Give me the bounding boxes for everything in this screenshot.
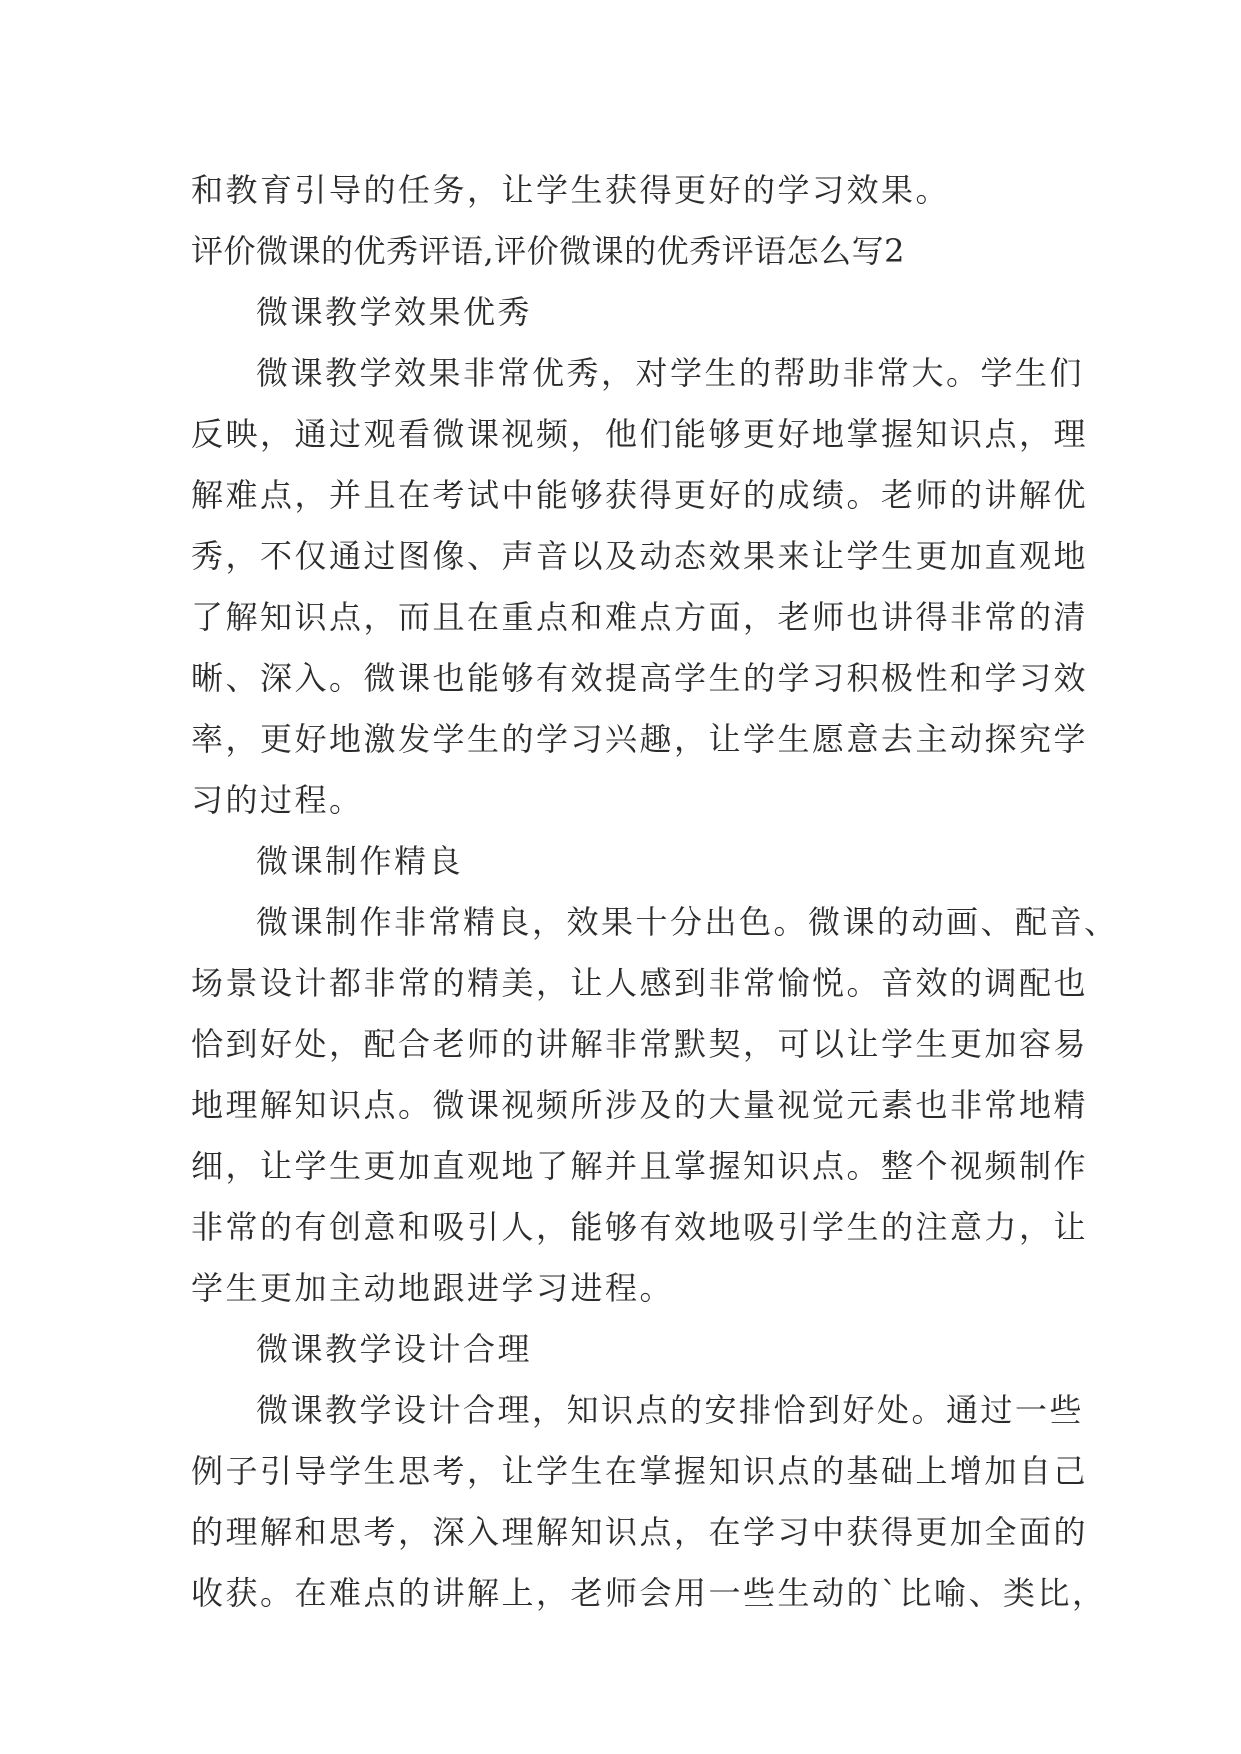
body-line: 和教育引导的任务，让学生获得更好的学习效果。 xyxy=(191,171,951,209)
subheading: 微课教学效果优秀 xyxy=(256,293,533,331)
body-line: 习的过程。 xyxy=(191,781,364,819)
body-line: 恰到好处，配合老师的讲解非常默契，可以让学生更加容易 xyxy=(191,1025,1089,1063)
body-line: 非常的有创意和吸引人，能够有效地吸引学生的注意力，让 xyxy=(191,1208,1089,1246)
body-line: 学生更加主动地跟进学习进程。 xyxy=(191,1269,675,1307)
body-line: 反映，通过观看微课视频，他们能够更好地掌握知识点，理 xyxy=(191,415,1089,453)
body-line: 微课教学设计合理，知识点的安排恰到好处。通过一些 xyxy=(256,1391,1085,1429)
body-line: 的理解和思考，深入理解知识点，在学习中获得更加全面的 xyxy=(191,1513,1089,1551)
body-line: 场景设计都非常的精美，让人感到非常愉悦。音效的调配也 xyxy=(191,964,1089,1002)
document-body xyxy=(191,160,1119,1624)
body-line: 收获。在难点的讲解上，老师会用一些生动的`比喻、类比， xyxy=(191,1574,1107,1612)
body-line: 微课教学效果非常优秀，对学生的帮助非常大。学生们 xyxy=(256,354,1085,392)
body-line: 率，更好地激发学生的学习兴趣，让学生愿意去主动探究学 xyxy=(191,720,1089,758)
body-line: 晰、深入。微课也能够有效提高学生的学习积极性和学习效 xyxy=(191,659,1089,697)
subheading: 微课制作精良 xyxy=(256,842,464,880)
body-line: 了解知识点，而且在重点和难点方面，老师也讲得非常的清 xyxy=(191,598,1089,636)
section-title: 评价微课的优秀评语,评价微课的优秀评语怎么写2 xyxy=(191,232,906,270)
body-line: 例子引导学生思考，让学生在掌握知识点的基础上增加自己 xyxy=(191,1452,1089,1490)
body-line: 解难点，并且在考试中能够获得更好的成绩。老师的讲解优 xyxy=(191,476,1089,514)
body-line: 细，让学生更加直观地了解并且掌握知识点。整个视频制作 xyxy=(191,1147,1089,1185)
body-line: 地理解知识点。微课视频所涉及的大量视觉元素也非常地精 xyxy=(191,1086,1089,1124)
body-line: 微课制作非常精良，效果十分出色。微课的动画、配音、 xyxy=(256,903,1119,941)
subheading: 微课教学设计合理 xyxy=(256,1330,533,1368)
body-line: 秀，不仅通过图像、声音以及动态效果来让学生更加直观地 xyxy=(191,537,1089,575)
